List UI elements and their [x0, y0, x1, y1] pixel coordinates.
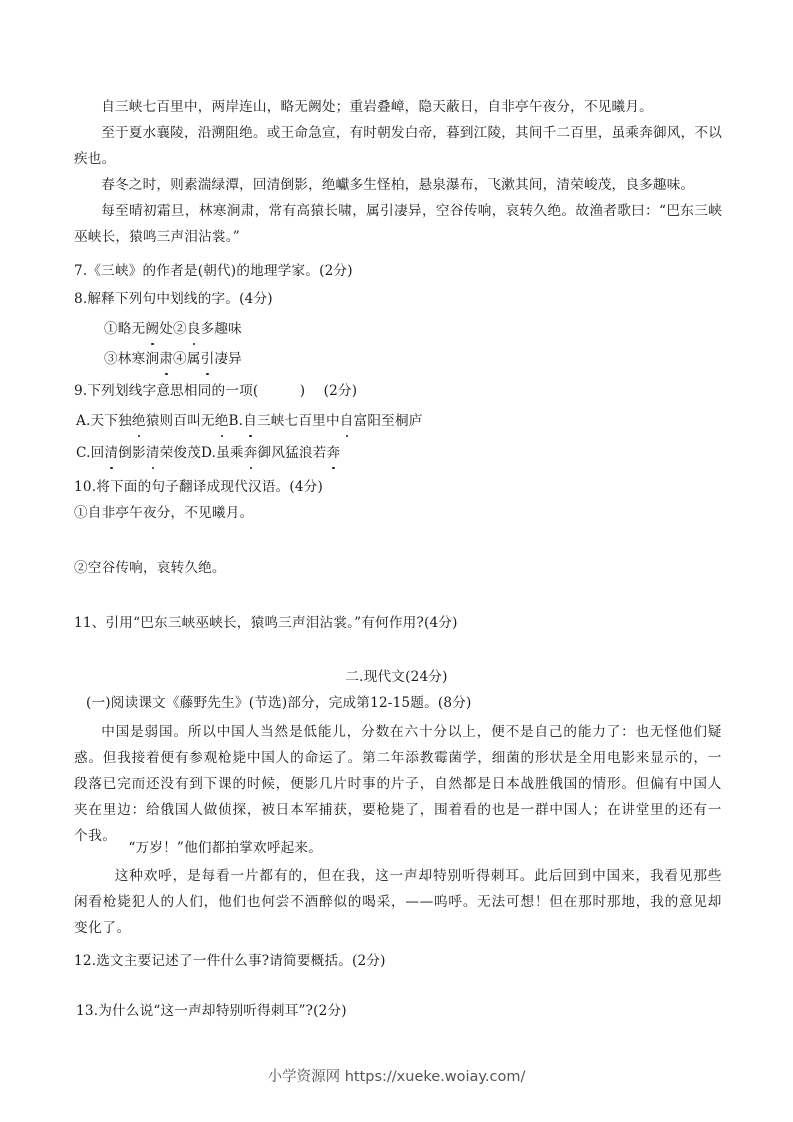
question-7: 7.《三峡》的作者是(朝代)的地理学家。(2分): [74, 263, 353, 279]
question-10-sentence-1: ①自非亭午夜分，不见曦月。: [74, 505, 254, 521]
emphasized-char: 绝: [132, 408, 146, 434]
question-9-options-ab: A.天下独绝猿则百叫无绝B.自三峡七百里中自富阳至桐庐: [76, 408, 726, 434]
question-9-stem: 9.下列划线字意思相同的一项( ) (2分): [74, 383, 358, 399]
emphasized-char: 清: [146, 440, 160, 466]
classical-paragraph-2: 至于夏水襄陵，沿溯阻绝。或王命急宣，有时朝发白帝，暮到江陵，其间千二百里，虽乘奔御风，不以疾也。: [74, 125, 722, 167]
emphasized-char: 绝: [215, 408, 229, 434]
emphasized-char: 引: [201, 346, 215, 372]
modern-paragraph-2: “万岁！”他们都拍掌欢呼起来。: [128, 840, 323, 856]
question-10-stem: 10.将下面的句子翻译成现代汉语。(4分): [74, 479, 323, 495]
emphasized-char: 自: [243, 408, 257, 434]
classical-paragraph-1: 自三峡七百里中，两岸连山，略无阙处；重岩叠嶂，隐天蔽日，自非亭午夜分，不见曦月。: [101, 99, 653, 115]
emphasized-char: 良: [187, 316, 201, 342]
question-8-row-1: ①略无阙处②良多趣味: [104, 316, 754, 342]
question-12: 12.选文主要记述了一件什么事?请简要概括。(2分): [74, 953, 386, 969]
emphasized-char: 肃: [159, 346, 173, 372]
question-8-stem: 8.解释下列句中划线的字。(4分): [74, 291, 273, 307]
emphasized-char: 奔: [244, 440, 258, 466]
classical-paragraph-3: 春冬之时，则素湍绿潭，回清倒影，绝巘多生怪柏，悬泉瀑布，飞漱其间，清荣峻茂，良多趣味。: [101, 177, 695, 193]
question-13: 13.为什么说“这一声却特别听得刺耳”?(2分): [76, 1003, 347, 1019]
section-2-title: 二.现代文(24分): [345, 669, 448, 685]
modern-paragraph-3: 这种欢呼，是每看一片都有的，但在我，这一声却特别听得刺耳。此后回到中国来，我看见那些闲看枪毙犯人的人们，他们也何尝不酒醉似的喝采，——呜呼。无法可想！但在那时那地，我的意见却变化了。: [74, 868, 722, 936]
emphasized-char: 清: [104, 440, 118, 466]
question-10-sentence-2: ②空谷传响，哀转久绝。: [74, 560, 226, 576]
question-11: 11、引用“巴东三峡巫峡长，猿鸣三声泪沾裳。”有何作用?(4分): [74, 615, 458, 631]
emphasized-char: 阙: [145, 316, 159, 342]
emphasized-char: 奔: [327, 440, 341, 466]
section-2-subtitle: (一)阅读课文《藤野先生》(节选)部分，完成第12-15题。(8分): [86, 695, 472, 711]
question-8-row-2: ③林寒涧肃④属引凄异: [104, 346, 754, 372]
question-9-options-cd: C.回清倒影清荣俊茂D.虽乘奔御风猛浪若奔: [76, 440, 726, 466]
footer-watermark: 小学资源网 https://xueke.woiay.com/: [267, 1069, 526, 1085]
emphasized-char: 自: [340, 408, 354, 434]
modern-paragraph-1: 中国是弱国。所以中国人当然是低能儿，分数在六十分以上，便不是自己的能力了：也无怪他们疑惑。但我接着便有参观枪毙中国人的命运了。第二年添教霉菌学，细菌的形状是全用电影来显示的，一段落已完而还没有到下课的时候，便影几片时事的片子，自然都是日本战胜俄国的情形。但偏有中国人夹在里边：给俄国人做侦探，被日本军捕获，要枪毙了，围着看的也是一群中国人；在讲堂里的还有一个我。: [74, 724, 722, 844]
classical-paragraph-4: 每至晴初霜旦，林寒涧肃，常有高猿长啸，属引凄异，空谷传响，哀转久绝。故渔者歌曰：“巴东三峡巫峡长，猿鸣三声泪沾裳。”: [74, 203, 722, 245]
